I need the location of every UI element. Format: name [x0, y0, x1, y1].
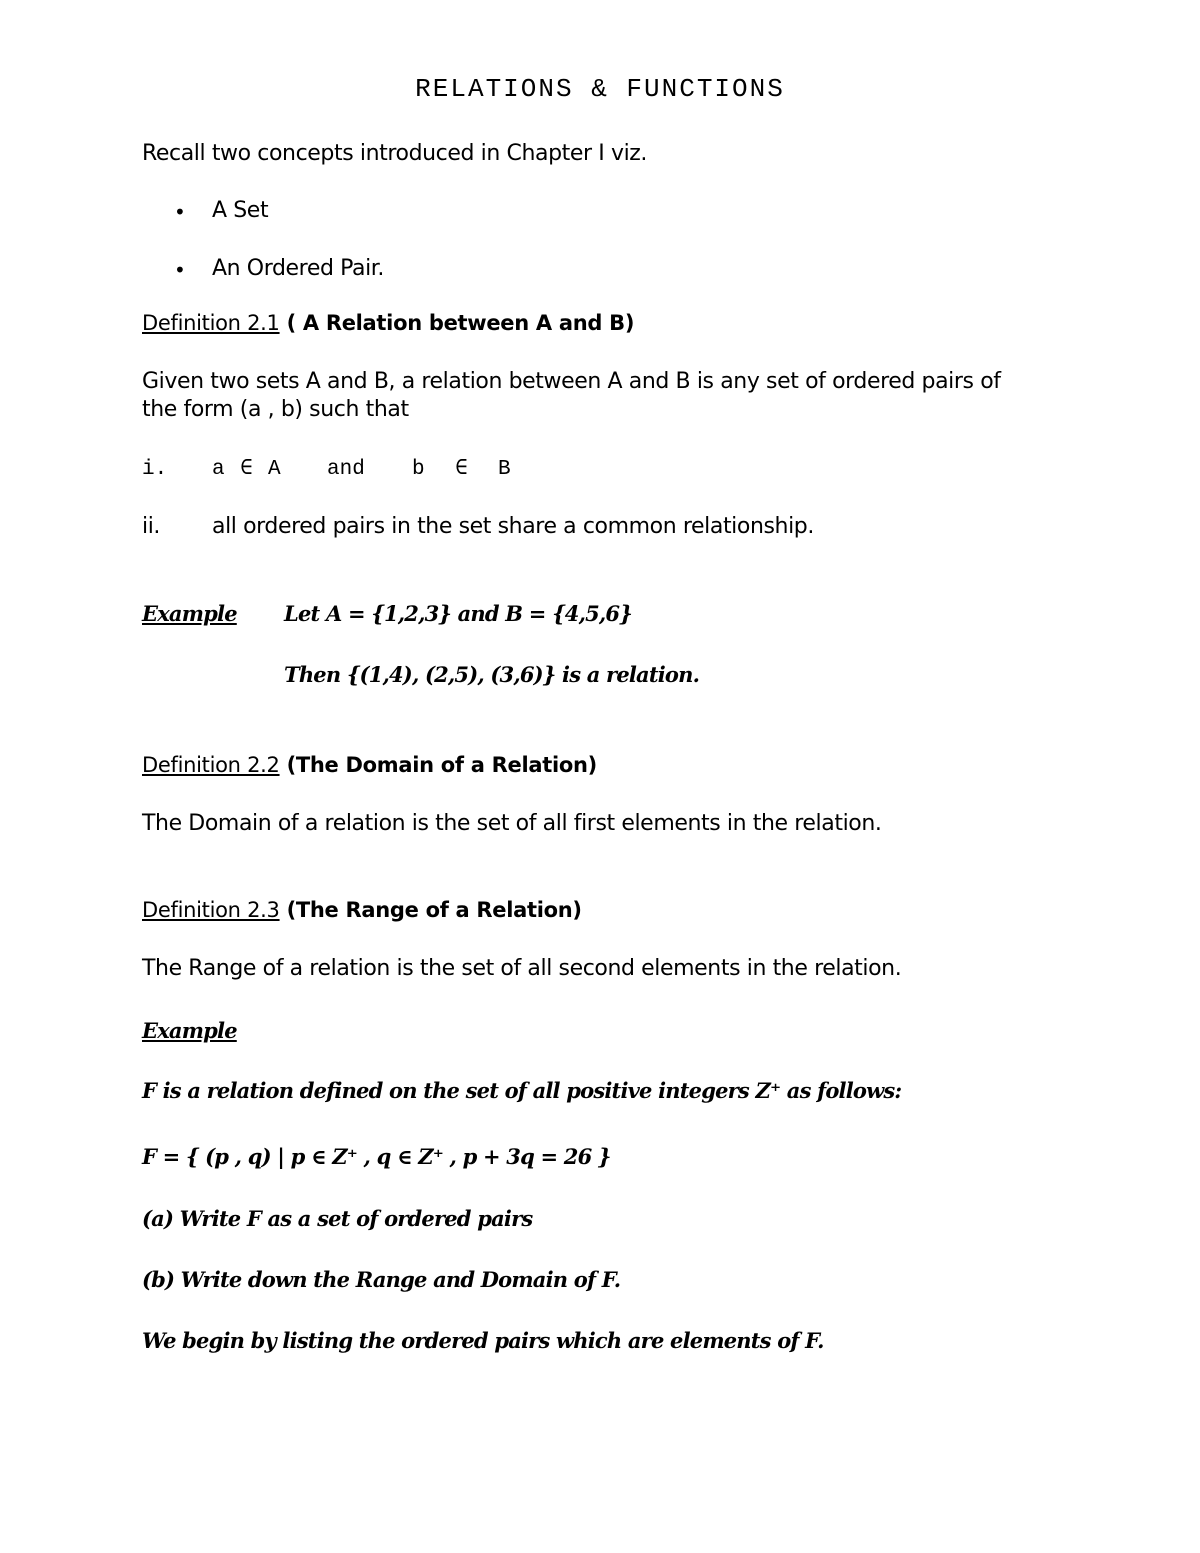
- definition-2-3-heading: [142, 900, 582, 921]
- condition-i-set-a: A: [268, 458, 281, 481]
- page-title: RELATIONS & FUNCTIONS: [415, 74, 785, 104]
- element-of-symbol: ∈: [455, 458, 468, 481]
- definition-2-1-text-line1: Given two sets A and B, a relation between A and B is any set of ordered pairs of: [142, 369, 1001, 394]
- definition-2-3-title: (The Range of a Relation): [279, 898, 582, 922]
- condition-i: [0, 459, 1200, 483]
- example-1-line2: Then {(1,4), (2,5), (3,6)} is a relation.: [284, 662, 700, 687]
- example-2-label: Example: [142, 1018, 237, 1043]
- example-2-set-definition: F = { (p , q) | p ∈ Z⁺ , q ∈ Z⁺ , p + 3q = 26 }: [142, 1144, 611, 1169]
- element-of-symbol: ∈: [240, 458, 253, 481]
- definition-2-2-text: The Domain of a relation is the set of all first elements in the relation.: [142, 811, 882, 836]
- definition-2-1-heading: [142, 313, 634, 334]
- definition-2-2-heading: [142, 755, 597, 776]
- example-2-line1: F is a relation defined on the set of all positive integers Z⁺ as follows:: [142, 1078, 902, 1103]
- condition-i-and: and: [327, 458, 365, 481]
- condition-i-number: i.: [142, 458, 168, 481]
- condition-i-a: a: [212, 458, 225, 481]
- condition-ii-text: all ordered pairs in the set share a common relationship.: [212, 514, 814, 539]
- definition-2-3-text: The Range of a relation is the set of all second elements in the relation.: [142, 956, 902, 981]
- definition-2-1-text-line2: the form (a , b) such that: [142, 397, 409, 422]
- bullet-icon: •: [174, 200, 186, 224]
- example-2-part-a: (a) Write F as a set of ordered pairs: [142, 1206, 533, 1231]
- condition-i-b: b: [412, 458, 425, 481]
- definition-2-2-title: (The Domain of a Relation): [279, 753, 597, 777]
- example-1-label: Example: [142, 601, 237, 626]
- definition-2-1-title: ( A Relation between A and B): [279, 311, 635, 335]
- example-2-closing: We begin by listing the ordered pairs which are elements of F.: [142, 1328, 824, 1353]
- example-1-line1: Let A = {1,2,3} and B = {4,5,6}: [284, 601, 632, 626]
- condition-ii-number: ii.: [142, 514, 161, 539]
- bullet-item-set: A Set: [212, 198, 269, 223]
- bullet-item-ordered-pair: An Ordered Pair.: [212, 256, 385, 281]
- example-2-part-b: (b) Write down the Range and Domain of F.: [142, 1267, 621, 1292]
- definition-2-2-label: Definition 2.2: [142, 753, 280, 777]
- intro-text: Recall two concepts introduced in Chapter I viz.: [142, 141, 648, 166]
- definition-2-3-label: Definition 2.3: [142, 898, 280, 922]
- bullet-icon: •: [174, 258, 186, 282]
- condition-i-set-b: B: [498, 458, 511, 481]
- definition-2-1-label: Definition 2.1: [142, 311, 280, 335]
